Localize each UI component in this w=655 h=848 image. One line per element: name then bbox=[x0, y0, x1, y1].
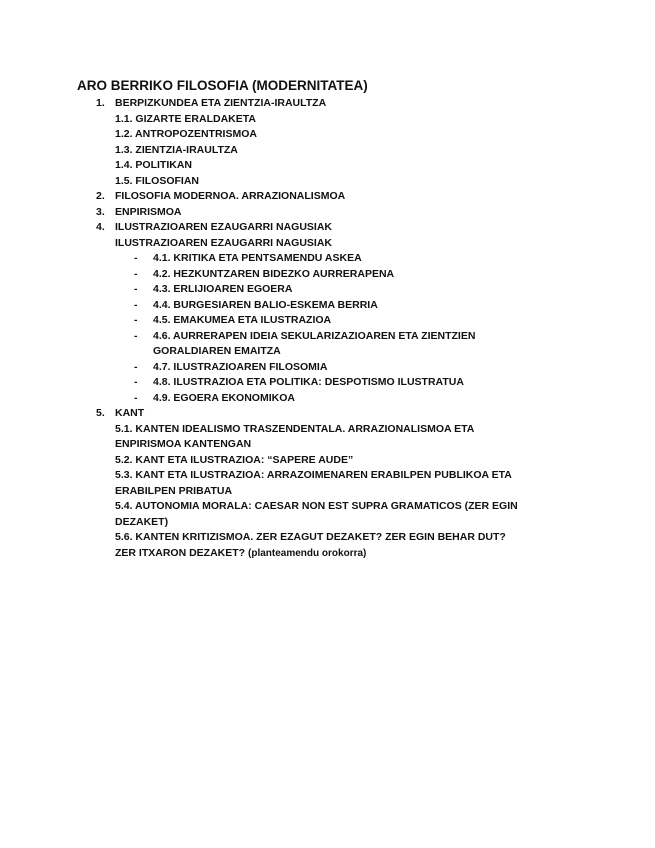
subsection-item: 1.1. GIZARTE ERALDAKETA bbox=[115, 112, 256, 125]
section-heading-repeat: ILUSTRAZIOAREN EZAUGARRI NAGUSIAK bbox=[115, 236, 332, 249]
section-number: 4. bbox=[96, 221, 105, 233]
section-number: 3. bbox=[96, 205, 105, 218]
subsection-item: 1.4. POLITIKAN bbox=[115, 159, 193, 171]
bullet-marker: - bbox=[134, 376, 138, 388]
bullet-item: 4.6. AURRERAPEN IDEIA SEKULARIZAZIOAREN ETA ZIENTZIEN bbox=[153, 329, 476, 342]
document-title: ARO BERRIKO FILOSOFIA (MODERNITATEA) bbox=[77, 78, 368, 93]
bullet-item: 4.5. EMAKUMEA ETA ILUSTRAZIOA bbox=[153, 314, 332, 326]
bullet-marker: - bbox=[134, 298, 138, 311]
subsection-item: 5.3. KANT ETA ILUSTRAZIOA: ARRAZOIMENAREN ERABILPEN PUBLIKOA ETA bbox=[115, 469, 512, 481]
section-heading: BERPIZKUNDEA ETA ZIENTZIA-IRAULTZA bbox=[115, 97, 327, 109]
bullet-marker: - bbox=[134, 283, 138, 295]
subsection-item: 1.3. ZIENTZIA-IRAULTZA bbox=[115, 143, 238, 156]
subsection-item-continuation: DEZAKET) bbox=[115, 515, 169, 528]
section-number: 1. bbox=[96, 97, 105, 109]
section-number: 5. bbox=[96, 407, 105, 419]
bullet-item: 4.7. ILUSTRAZIOAREN FILOSOMIA bbox=[153, 360, 328, 373]
subsection-item-continuation bbox=[115, 546, 366, 562]
section-heading: KANT bbox=[115, 407, 145, 419]
bullet-marker: - bbox=[134, 267, 138, 280]
bullet-marker: - bbox=[134, 252, 138, 264]
bullet-item-continuation: GORALDIAREN EMAITZA bbox=[153, 345, 281, 357]
subsection-item: 1.2. ANTROPOZENTRISMOA bbox=[115, 128, 257, 140]
bullet-marker: - bbox=[134, 391, 138, 404]
subsection-item: 5.6. KANTEN KRITIZISMOA. ZER EZAGUT DEZAKET? ZER EGIN BEHAR DUT? bbox=[115, 531, 506, 543]
subsection-item-continuation: ERABILPEN PRIBATUA bbox=[115, 484, 233, 497]
subsection-item: 1.5. FILOSOFIAN bbox=[115, 174, 200, 187]
bullet-item: 4.2. HEZKUNTZAREN BIDEZKO AURRERAPENA bbox=[153, 267, 395, 280]
subsection-question: ZER ITXARON DEZAKET? bbox=[115, 546, 246, 559]
section-heading: ILUSTRAZIOAREN EZAUGARRI NAGUSIAK bbox=[115, 221, 332, 233]
bullet-marker: - bbox=[134, 329, 138, 342]
subsection-item: 5.4. AUTONOMIA MORALA: CAESAR NON EST SUPRA GRAMATICOS (ZER EGIN bbox=[115, 500, 518, 512]
bullet-item: 4.9. EGOERA EKONOMIKOA bbox=[153, 391, 295, 404]
bullet-item: 4.3. ERLIJIOAREN EGOERA bbox=[153, 283, 293, 295]
section-heading: FILOSOFIA MODERNOA. ARRAZIONALISMOA bbox=[115, 190, 346, 202]
subsection-item-continuation: ENPIRISMOA KANTENGAN bbox=[115, 438, 252, 450]
subsection-item: 5.1. KANTEN IDEALISMO TRASZENDENTALA. ARRAZIONALISMOA ETA bbox=[115, 422, 475, 435]
subsection-item: 5.2. KANT ETA ILUSTRAZIOA: “SAPERE AUDE” bbox=[115, 453, 354, 466]
bullet-marker: - bbox=[134, 360, 138, 373]
section-heading: ENPIRISMOA bbox=[115, 205, 182, 218]
bullet-marker: - bbox=[134, 314, 138, 326]
bullet-item: 4.4. BURGESIAREN BALIO-ESKEMA BERRIA bbox=[153, 298, 378, 311]
bullet-item: 4.1. KRITIKA ETA PENTSAMENDU ASKEA bbox=[153, 252, 362, 264]
section-number: 2. bbox=[96, 190, 105, 202]
subsection-note: (planteamendu orokorra) bbox=[248, 547, 367, 559]
bullet-item: 4.8. ILUSTRAZIOA ETA POLITIKA: DESPOTISMO ILUSTRATUA bbox=[153, 376, 464, 388]
